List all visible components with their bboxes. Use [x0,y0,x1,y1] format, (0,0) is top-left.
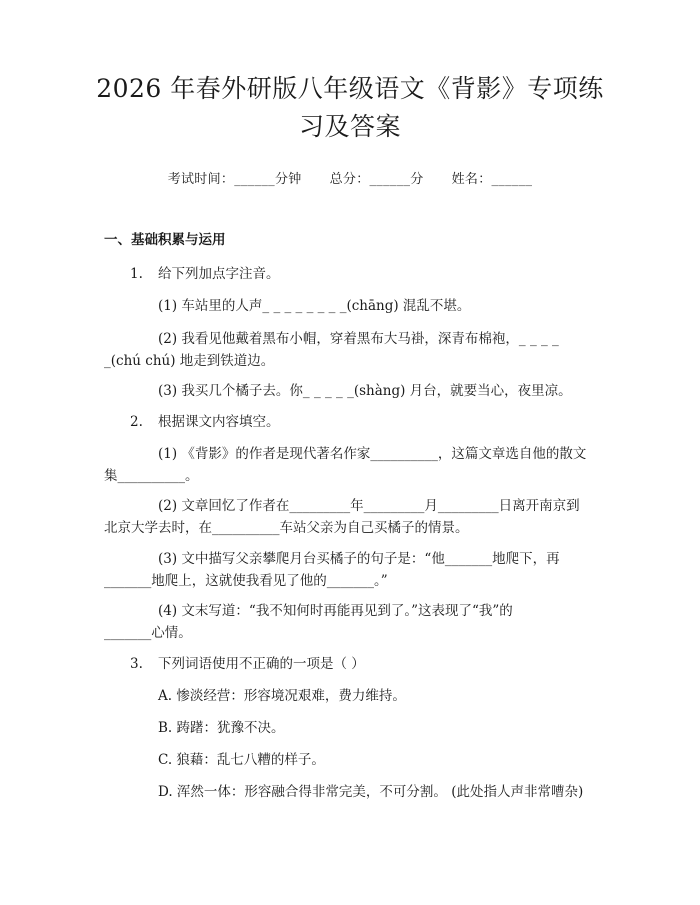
section-heading: 一、基础积累与运用 [104,232,226,248]
exam-name: 姓名：______ [451,172,533,187]
question-text: 给下列加点字注音。 [158,266,280,282]
option-b: B. 踌躇：犹豫不决。 [158,720,285,736]
q2-sub-4-line-2: _______心情。 [104,625,192,641]
q1-sub-2-line-2: _(chú chú) 地走到铁道边。 [104,353,275,369]
question-number: 1. [130,266,143,282]
q1-sub-2-line-1: (2) 我看见他戴着黑布小帽，穿着黑布大马褂，深青布棉袍，_ _ _ _ [158,331,559,347]
question-number: 2. [130,414,143,430]
exam-meta [0,168,700,187]
q2-sub-2-line-1: (2) 文章回忆了作者在_________年_________月_________日离开南京到 [158,498,580,514]
option-a: A. 惨淡经营：形容境况艰难，费力维持。 [158,688,406,704]
question-1 [130,262,280,282]
q1-sub-1: (1) 车站里的人声_ _ _ _ _ _ _ _(chāng) 混乱不堪。 [158,298,471,314]
exam-time: 考试时间：______分钟 [167,172,302,187]
q2-sub-4-line-1: (4) 文末写道：“我不知何时再能再见到了。”这表现了“我”的 [158,603,513,619]
q1-sub-3: (3) 我买几个橘子去。你_ _ _ _ _(shàng) 月台，就要当心，夜里凉。 [158,383,572,399]
option-c: C. 狼藉：乱七八糟的样子。 [158,752,325,768]
exam-score: 总分：______分 [329,172,424,187]
q2-sub-3-line-2: _______地爬上，这就使我看见了他的_______。” [104,573,388,589]
q2-sub-2-line-2: 北京大学去时，在__________车站父亲为自己买橘子的情景。 [104,520,469,536]
question-number: 3. [130,656,143,672]
q2-sub-1-line-2: 集__________。 [104,468,199,484]
title-line-1: 2026 年春外研版八年级语文《背影》专项练 [96,74,604,103]
page-title [80,70,620,146]
question-text: 根据课文内容填空。 [158,414,280,430]
question-3 [130,652,365,672]
question-2 [130,410,280,430]
title-line-2: 习及答案 [298,112,401,141]
question-text: 下列词语使用不正确的一项是（ ） [158,656,365,672]
option-d: D. 浑然一体：形容融合得非常完美，不可分割。 (此处指人声非常嘈杂) [158,784,584,800]
q2-sub-1-line-1: (1) 《背影》的作者是现代著名作家__________，这篇文章选自他的散文 [158,446,587,462]
q2-sub-3-line-1: (3) 文中描写父亲攀爬月台买橘子的句子是：“他_______地爬下，再 [158,551,560,567]
